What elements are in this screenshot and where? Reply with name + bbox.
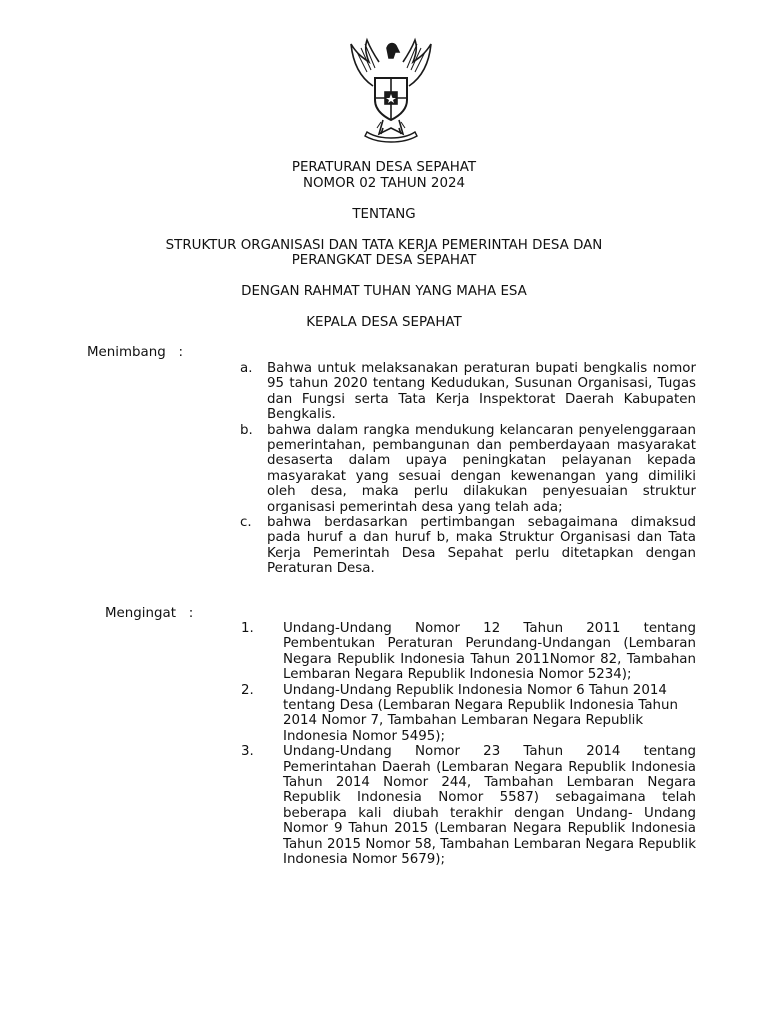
list-item [240,361,696,423]
list-item-text: Undang-Undang Republik Indonesia Nomor 6 Tahun 2014 tentang Desa (Lembaran Negara Republik Indonesia Tahun 2014 Nomor 7, Tambahan Lembaran Negara Republik Indonesia Nomor 5495); [283,682,679,744]
list-item-text: Bahwa untuk melaksanakan peraturan bupati bengkalis nomor 95 tahun 2020 tentang Kedudukan, Susunan Organisasi, Tugas dan Fungsi serta Tata Kerja Inspektorat Daerah Kabupaten Bengkalis. [267,361,696,423]
issuer-line: KEPALA DESA SEPAHAT [306,315,462,330]
subject-line-1: STRUKTUR ORGANISASI DAN TATA KERJA PEMERINTAH DESA DAN [165,238,603,253]
list-item-text: Undang-Undang Nomor 12 Tahun 2011 tentang Pembentukan Peraturan Perundang-Undangan (Lembaran Negara Republik Indonesia Tahun 2011Nomor 82, Tambahan Lembaran Negara Republik Indonesia Nomor 5234); [283,621,696,683]
menimbang-label: Menimbang : [87,345,184,360]
list-item [240,515,696,577]
regulation-number: NOMOR 02 TAHUN 2024 [302,176,466,191]
list-item [240,423,696,515]
invocation-line: DENGAN RAHMAT TUHAN YANG MAHA ESA [241,284,527,299]
menimbang-list [240,361,696,577]
list-item [241,621,696,683]
list-marker: 1. [241,621,254,636]
list-marker: 3. [241,744,254,760]
garuda-pancasila-emblem-icon [343,36,439,144]
list-marker: a. [240,361,253,376]
list-item [241,744,696,867]
list-marker: c. [240,515,252,531]
list-marker: b. [240,422,253,438]
about-heading: TENTANG [352,207,416,222]
mengingat-list [241,621,696,868]
regulation-title: PERATURAN DESA SEPAHAT [291,160,477,175]
list-item-text: bahwa berdasarkan pertimbangan sebagaimana dimaksud pada huruf a dan huruf b, maka Struktur Organisasi dan Tata Kerja Pemerintah Desa Sepahat perlu ditetapkan dengan Peraturan Desa. [267,515,696,577]
subject-line-2: PERANGKAT DESA SEPAHAT [291,253,477,268]
list-marker: 2. [241,682,254,698]
list-item-text: bahwa dalam rangka mendukung kelancaran penyelenggaraan pemerintahan, pembangunan dan pemberdayaan masyarakat desaserta dalam upaya peningkatan pelayanan kepada masyarakat yang sesuai dengan kewenangan yang dimiliki oleh desa, maka perlu dilakukan penyesuaian struktur organisasi pemerintah desa yang telah ada; [267,422,696,515]
list-item-text: Undang-Undang Nomor 23 Tahun 2014 tentang Pemerintahan Daerah (Lembaran Negara Republik Indonesia Tahun 2014 Nomor 244, Tambahan Lembaran Negara Republik Indonesia Nomor 5587) sebagaimana telah beberapa kali diubah terakhir dengan Undang- Undang Nomor 9 Tahun 2015 (Lembaran Negara Republik Indonesia Tahun 2015 Nomor 58, Tambahan Lembaran Negara Republik Indonesia Nomor 5679); [283,744,696,868]
mengingat-label: Mengingat : [105,606,194,621]
list-item [241,683,696,745]
